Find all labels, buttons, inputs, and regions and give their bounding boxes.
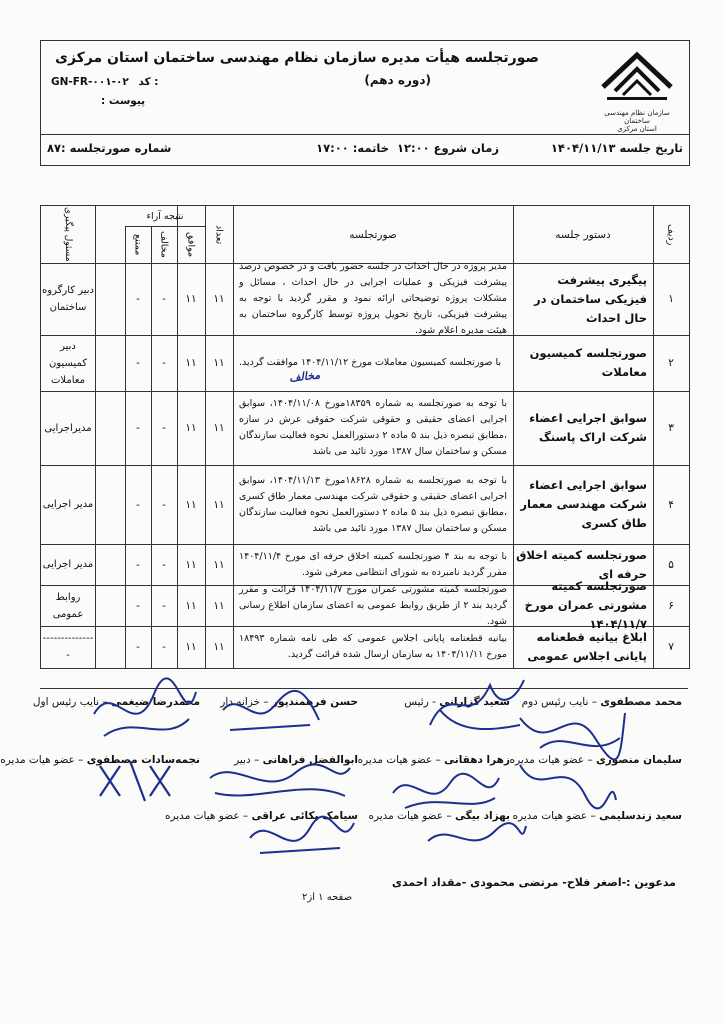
vote-abstain: - xyxy=(136,293,140,305)
signatory-role: – عضو هیات مدیره xyxy=(357,754,441,766)
vote-count: ۱۱ xyxy=(213,641,225,653)
responsible-party: دبیر کارگروه ساختمان xyxy=(42,285,94,313)
vote-disagree: - xyxy=(162,498,166,511)
vote-agree: ۱۱ xyxy=(185,293,197,305)
document-title: صورتجلسه هیأت مدیره سازمان نظام مهندسی ساختمان استان مرکزی xyxy=(55,50,539,66)
signatory-role: – عضو هیات مدیره xyxy=(0,754,84,766)
col-header-abstain: ممتنع xyxy=(132,233,144,256)
signature-scribble-icon xyxy=(240,808,360,864)
meeting-date: تاریخ جلسه ۱۴۰۴/۱۱/۱۳ xyxy=(550,141,683,155)
signatory-name: نجمه‌سادات مصطفوی xyxy=(86,754,200,766)
signature-scribble-icon xyxy=(90,746,190,806)
vote-agree: ۱۱ xyxy=(185,498,197,511)
form-code xyxy=(51,76,158,88)
form-code-label: کد : xyxy=(138,76,159,88)
agenda-item: صورتجلسه کمیته اخلاق حرفه ای xyxy=(516,547,647,581)
signatory-role: – عضو هیات مدیره xyxy=(368,810,452,822)
vote-agree: ۱۱ xyxy=(185,641,197,653)
page-number: صفحه ۱ از۲ xyxy=(302,892,353,903)
col-header-responsible: مسئول پیگیری xyxy=(63,207,73,262)
form-code-value: GN-FR-۰۰۱-۰۲ xyxy=(51,76,129,88)
vote-abstain: - xyxy=(136,498,140,511)
signature-scribble-icon xyxy=(205,748,355,808)
minutes-number: شماره صورتجلسه :۸۷ xyxy=(47,141,172,155)
responsible-party: روابط عمومی xyxy=(52,591,84,620)
row-number: ۲ xyxy=(668,357,674,369)
vote-disagree: - xyxy=(162,599,166,612)
vote-abstain: - xyxy=(136,357,140,369)
responsible-party: دبیر کمیسیون معاملات xyxy=(48,340,87,386)
signatory-name: سلیمان منصوری xyxy=(596,754,682,766)
minutes-text: با توجه به صورتجلسه به شماره ۱۸۶۲۸مورخ ۱۴۰۴/۱۱/۱۳، سوابق اجرایی اعضای حقیقی و حقوقی شرکت مهندسی معمار طاق کسری ،مطابق تبصره ذیل بند ۵ ماده ۲ دستورالعمل نحوه فعالیت سازندگان مسکن و ساختمان سال ۱۳۸۷ مورد تائید می باشد xyxy=(239,474,508,534)
vote-agree: ۱۱ xyxy=(185,357,197,369)
vote-abstain: - xyxy=(136,422,140,434)
minutes-text: صورتجلسه کمیته مشورتی عمران مورخ ۱۴۰۴/۱۱/۷ قرائت و مقرر گردید بند ۲ از طریق روابط عمومی به اعضای سازمان اطلاع رسانی شود. xyxy=(239,583,507,627)
signatory-name: محمدرضا ضیغمی xyxy=(111,696,200,708)
signatory-name: حسن فرهمندپور xyxy=(271,696,358,708)
vote-abstain: - xyxy=(136,558,140,571)
agenda-item: صورتجلسه کمیسیون معاملات xyxy=(529,346,647,379)
vote-count: ۱۱ xyxy=(213,293,225,305)
invited-guests: مدعوین :-اصغر فلاح- مرتضی محمودی -مقداد احمدی xyxy=(391,876,676,889)
row-number: ۳ xyxy=(668,422,674,434)
document-subtitle: (دوره دهم) xyxy=(364,73,431,87)
minutes-text: با توجه به بند ۴ صورتجلسه کمیته اخلاق حرفه ای مورخ ۱۴۰۴/۱۱/۴ مقرر گردید نامبرده به شورای انتظامی معرفی شود. xyxy=(239,550,508,578)
handwritten-note: مخالف xyxy=(288,368,321,385)
signatory-role: – خزانه دار xyxy=(220,696,269,708)
col-header-agenda: دستور جلسه xyxy=(555,228,611,241)
signatory-name: ابوالفضل فراهانی xyxy=(262,754,358,766)
row-number: ۵ xyxy=(668,558,674,571)
signature-scribble-icon xyxy=(510,750,620,810)
signatory-role: – عضو هیات مدیره xyxy=(512,810,596,822)
signature-scribble-icon xyxy=(420,816,530,860)
row-number: ۱ xyxy=(668,293,674,305)
vote-count: ۱۱ xyxy=(213,422,225,434)
vote-disagree: - xyxy=(162,422,166,434)
agenda-item: سوابق اجرایی اعضاء شرکت اراک پاسنگ xyxy=(529,411,647,444)
header-divider xyxy=(41,134,689,135)
signatory-name: سیامک بکائی عراقی xyxy=(251,810,358,822)
signatory-role: – عضو هیات مدیره xyxy=(164,810,249,822)
end-time: خاتمه: ۱۷:۰۰ xyxy=(316,141,389,155)
col-divider xyxy=(95,206,96,668)
vote-disagree: - xyxy=(162,293,166,305)
responsible-party: مدیراجرایی xyxy=(44,422,92,434)
attachment-label: پیوست : xyxy=(101,95,146,107)
signatory-name: محمد مصطفوی xyxy=(600,696,682,708)
document-header xyxy=(40,40,690,166)
row-number: ۶ xyxy=(668,599,674,612)
agenda-item: صورتجلسه کمیته مشورتی عمران مورخ ۱۴۰۴/۱۱/۷ xyxy=(524,579,647,631)
signatory-role: – نایب رئیس اول xyxy=(32,696,108,708)
col-header-disagree: مخالف xyxy=(158,231,170,258)
vote-abstain: - xyxy=(136,641,140,653)
signatory-role: – دبیر xyxy=(234,754,260,766)
logo-text-line-1: سازمان نظام مهندسی ساختمان xyxy=(604,109,670,125)
vote-count: ۱۱ xyxy=(213,599,225,612)
agenda-item: ابلاغ بیانیه قطعنامه پایانی اجلاس عمومی xyxy=(527,630,647,663)
row-number: ۷ xyxy=(668,641,674,653)
responsible-party: --------------- xyxy=(42,633,94,661)
signature-scribble-icon xyxy=(215,680,325,740)
vote-disagree: - xyxy=(162,641,166,653)
signatory-name: سعید گزارانی xyxy=(439,696,510,708)
vote-count: ۱۱ xyxy=(213,498,225,511)
signatory-name: سعید زندسلیمی xyxy=(599,810,682,822)
signatory-role: – عضو هیات مدیره xyxy=(509,754,593,766)
col-header-row: ردیف xyxy=(665,223,677,246)
vote-agree: ۱۱ xyxy=(185,422,197,434)
vote-count: ۱۱ xyxy=(213,357,225,369)
logo-roof-icon xyxy=(593,47,681,105)
col-header-minutes: صورتجلسه xyxy=(349,228,397,241)
minutes-table xyxy=(40,205,690,669)
signatory xyxy=(513,810,682,822)
col-header-count: تعداد xyxy=(213,224,225,245)
agenda-item: پیگیری پیشرفت فیزیکی ساختمان در حال احداث xyxy=(533,272,647,325)
minutes-text: با صورتجلسه کمیسیون معاملات مورخ ۱۴۰۴/۱۱/۱۲ موافقت گردید. xyxy=(239,357,502,368)
col-header-vote-result: نتیجه آراء xyxy=(146,210,184,222)
signatures-area xyxy=(0,688,688,860)
signatory-name: بهزاد بیگی xyxy=(454,810,510,822)
minutes-text: مدیر پروژه در حال احداث در جلسه حضور یافت و در خصوص درصد پیشرفت فیزیکی و عملیات اجرایی در حال احداث ، مسائل و مشکلات پروژه توضیحاتی ارائه نمود و مقرر گردید با توجه به پیشرفت فیزیکی، تاریخ تحویل پروژه توسط کارگروه ساختمان به هیئت مدیره اعلام شود. xyxy=(239,261,507,336)
vote-agree: ۱۱ xyxy=(185,599,197,612)
minutes-text: بیانیه قطعنامه پایانی اجلاس عمومی که طی نامه شماره ۱۸۴۹۳ مورخ ۱۴۰۴/۱۱/۱۱ به سازمان ارسال شده قرائت گردید. xyxy=(239,633,507,660)
signatory-role: - رئیس xyxy=(404,696,436,708)
vote-count: ۱۱ xyxy=(213,558,225,571)
vote-disagree: - xyxy=(162,558,166,571)
col-header-agree: موافق xyxy=(185,231,197,258)
logo-text-line-2: استان مرکزی xyxy=(617,125,657,133)
signatory-name: زهرا دهقانی xyxy=(444,754,510,766)
minutes-text: با توجه به صورتجلسه به شماره ۱۸۳۵۹مورخ ۱۴۰۴/۱۱/۰۸، سوابق اجرایی اعضای حقیقی و حقوقی شرکت حقوقی عرش در سازه ،مطابق تبصره ذیل بند ۵ ماده ۲ دستورالعمل نحوه فعالیت سازندگان مسکن و ساختمان سال ۱۳۸۷ مورد تائید می باشد xyxy=(239,398,508,457)
start-time: زمان شروع ۱۲:۰۰ xyxy=(396,141,499,155)
agenda-item: سوابق اجرایی اعضاء شرکت مهندسی معمار طاق کسری xyxy=(520,478,647,530)
signatory-role: – نایب رئیس دوم xyxy=(521,696,597,708)
signature-scribble-icon xyxy=(385,758,505,818)
row-number: ۴ xyxy=(668,498,674,511)
vote-agree: ۱۱ xyxy=(185,558,197,571)
organization-logo xyxy=(593,47,681,133)
responsible-party: مدیر اجرایی xyxy=(42,499,94,510)
responsible-party: مدیر اجرایی xyxy=(42,559,94,570)
signature-scribble-icon xyxy=(84,674,204,750)
vote-disagree: - xyxy=(162,357,166,369)
vote-abstain: - xyxy=(136,599,140,612)
